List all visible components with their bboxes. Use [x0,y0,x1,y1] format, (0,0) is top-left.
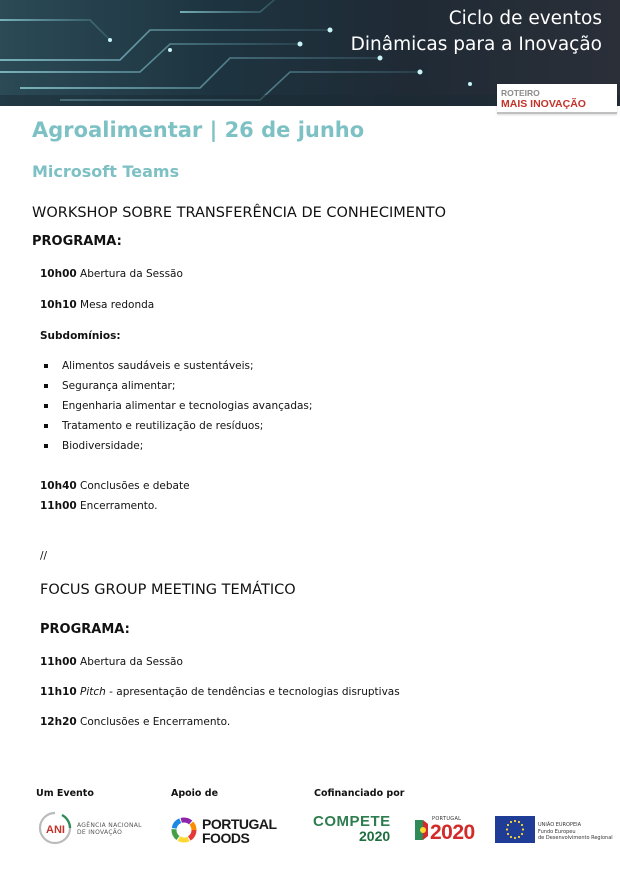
eu-line3: de Desenvolvimento Regional [538,835,613,841]
footer-label-evento: Um Evento [36,788,94,799]
program-item [40,500,158,512]
footer-label-cofinanciado: Cofinanciado por [314,788,405,799]
program-item [40,480,190,492]
program-item [40,268,183,280]
event-title: Agroalimentar | 26 de junho [32,118,365,142]
item-time: 11h10 [40,686,77,698]
program-item [40,299,154,311]
ani-logo-text [77,822,142,836]
item-time: 10h40 [40,480,77,492]
banner-title-line2: Dinâmicas para a Inovação [350,34,602,55]
item-time: 12h20 [40,716,77,728]
footer-label-apoio: Apoio de [171,788,219,799]
item-text: Abertura da Sessão [80,656,183,668]
pt2020-label: PORTUGAL [432,816,462,822]
platform-name: Microsoft Teams [32,162,180,181]
item-time: 11h00 [40,500,77,512]
focus-group-programa-label: PROGRAMA: [40,622,130,637]
list-item: Biodiversidade; [42,440,312,460]
eu-logo-text [538,822,613,842]
item-text: Conclusões e debate [80,480,190,492]
item-italic-text: Pitch [80,686,106,698]
item-time: 11h00 [40,656,77,668]
roteiro-badge [497,84,617,114]
item-time: 10h00 [40,268,77,280]
ani-line1: AGÊNCIA NACIONAL [77,822,142,829]
ani-logo-icon [36,811,74,845]
pf-line1: PORTUGAL [202,816,277,832]
compete-line2: 2020 [359,828,391,844]
subdominios-label [40,330,121,342]
roteiro-badge-line2: MAIS INOVAÇÃO [501,98,586,110]
portugal-foods-logo-text [202,817,277,845]
subdominios-label-text: Subdomínios: [40,330,121,342]
item-text: Abertura da Sessão [80,268,183,280]
item-text: - apresentação de tendências e tecnologias disruptivas [105,686,400,698]
program-item [40,716,230,728]
focus-group-title: FOCUS GROUP MEETING TEMÁTICO [40,582,296,598]
ani-line2: DE INOVAÇÃO [77,829,123,836]
compete-2020-logo [313,814,391,843]
roteiro-badge-line1: ROTEIRO [501,88,540,98]
section-separator: // [40,550,48,562]
program-item [40,656,183,668]
item-text: Mesa redonda [80,299,155,311]
eu-flag-icon [495,816,535,843]
item-text: Encerramento. [80,500,158,512]
workshop-programa-label: PROGRAMA: [32,234,122,249]
list-item: Engenharia alimentar e tecnologias avançadas; [42,400,312,420]
portugal-foods-logo-icon [170,816,198,844]
item-text: Conclusões e Encerramento. [80,716,231,728]
pt2020-number: 2020 [430,821,475,844]
subdominios-list [42,360,312,460]
banner-title-line1: Ciclo de eventos [448,8,602,29]
compete-line1: COMPETE [313,813,391,830]
workshop-title: WORKSHOP SOBRE TRANSFERÊNCIA DE CONHECIMENTO [32,205,447,221]
item-time: 10h10 [40,299,77,311]
list-item: Alimentos saudáveis e sustentáveis; [42,360,312,380]
list-item: Tratamento e reutilização de resíduos; [42,420,312,440]
eu-line1: UNIÃO EUROPEIA [538,822,582,828]
list-item: Segurança alimentar; [42,380,312,400]
pf-line2: FOODS [202,830,250,846]
portugal-2020-flag-icon [413,818,429,842]
eu-line2: Fundo Europeu [538,828,576,835]
program-item [40,686,400,698]
svg-text:ANI: ANI [46,824,65,836]
